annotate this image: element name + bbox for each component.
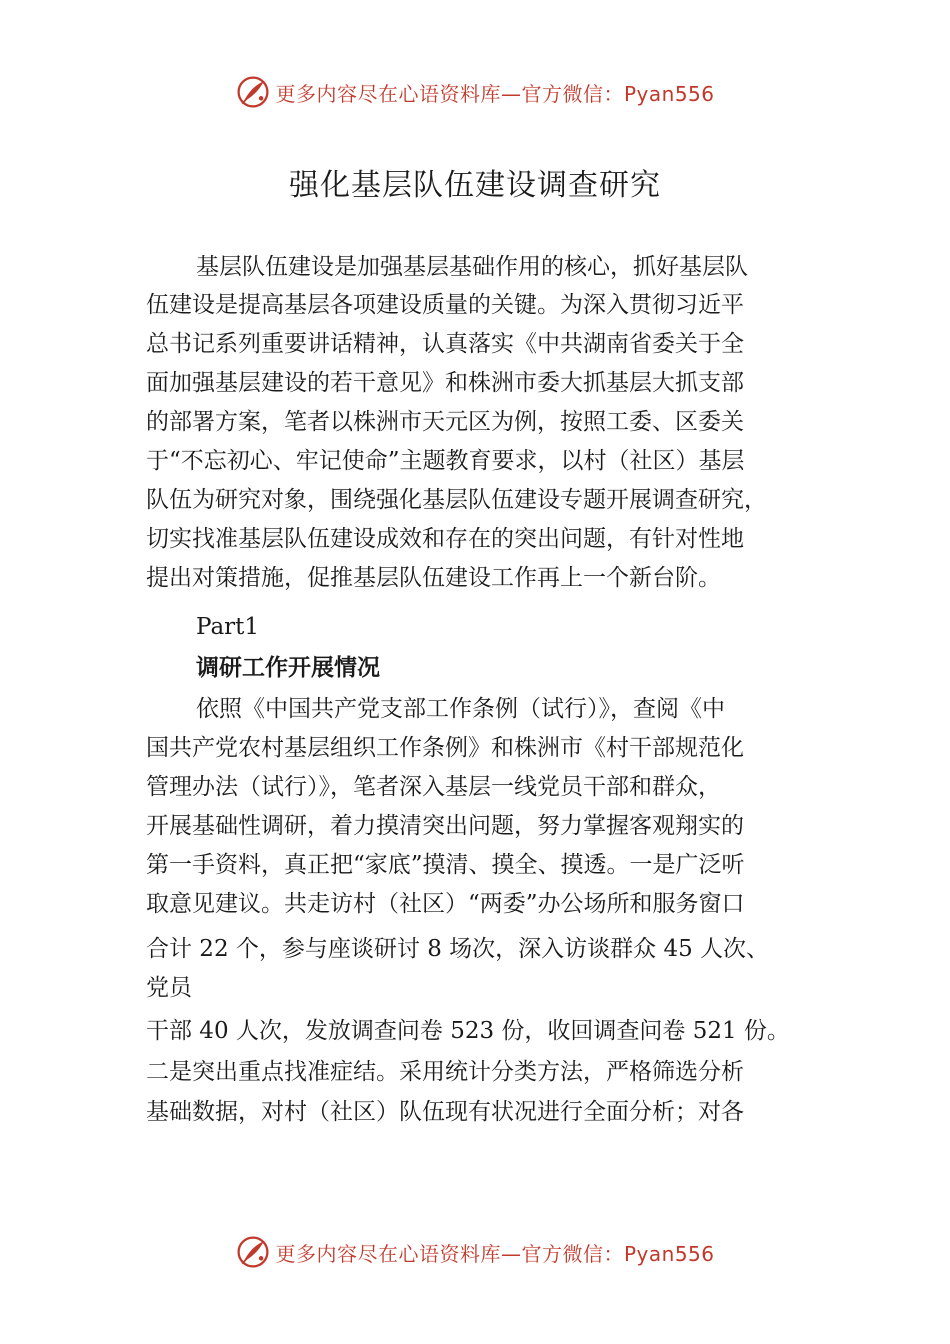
paragraph-line: 面加强基层建设的若干意见》和株洲市委大抓基层大抓支部 (146, 370, 744, 396)
paragraph-line: 取意见建议。共走访村（社区）“两委”办公场所和服务窗口 (146, 891, 745, 917)
header-banner (0, 72, 950, 112)
paragraph-line: 合计 22 个，参与座谈研讨 8 场次，深入访谈群众 45 人次、 (146, 936, 770, 962)
pen-feather-logo-icon (235, 74, 271, 110)
paragraph-line: 基层队伍建设是加强基层基础作用的核心，抓好基层队 (196, 254, 748, 280)
paragraph-line: 国共产党农村基层组织工作条例》和株洲市《村干部规范化 (146, 735, 744, 761)
paragraph-line: 总书记系列重要讲话精神，认真落实《中共湖南省委关于全 (146, 331, 744, 357)
part-label: Part1 (196, 614, 260, 640)
paragraph-line: 基础数据，对村（社区）队伍现有状况进行全面分析；对各 (146, 1099, 744, 1125)
paragraph-line: 切实找准基层队伍建设成效和存在的突出问题，有针对性地 (146, 526, 744, 552)
footer-wechat-id: Pyan556 (623, 1241, 715, 1266)
paragraph-line: 依照《中国共产党支部工作条例（试行）》，查阅《中 (196, 696, 725, 722)
paragraph-line: 的部署方案，笔者以株洲市天元区为例，按照工委、区委关 (146, 409, 744, 435)
paragraph-line: 队伍为研究对象，围绕强化基层队伍建设专题开展调查研究， (146, 487, 767, 513)
footer-banner-text: 更多内容尽在心语资料库—官方微信：Pyan556 (275, 1241, 715, 1266)
paragraph-line: 二是突出重点找准症结。采用统计分类方法，严格筛选分析 (146, 1059, 744, 1085)
paragraph-line: 开展基础性调研，着力摸清突出问题，努力掌握客观翔实的 (146, 813, 744, 839)
paragraph-line: 伍建设是提高基层各项建设质量的关键。为深入贯彻习近平 (146, 292, 744, 318)
paragraph-line: 于“不忘初心、牢记使命”主题教育要求，以村（社区）基层 (146, 448, 745, 474)
paragraph-line: 管理办法（试行）》，笔者深入基层一线党员干部和群众， (146, 774, 721, 800)
header-banner-text: 更多内容尽在心语资料库—官方微信：Pyan556 (275, 81, 715, 106)
paragraph-line: 提出对策措施，促推基层队伍建设工作再上一个新台阶。 (146, 565, 721, 591)
pen-feather-logo-icon (235, 1234, 271, 1270)
document-title: 强化基层队伍建设调查研究 (289, 168, 661, 203)
section-heading: 调研工作开展情况 (196, 654, 380, 681)
paragraph-line: 第一手资料，真正把“家底”摸清、摸全、摸透。一是广泛听 (146, 852, 745, 878)
paragraph-line: 干部 40 人次，发放调查问卷 523 份，收回调查问卷 521 份。 (146, 1018, 790, 1044)
paragraph-line: 党员 (146, 975, 192, 1001)
header-wechat-id: Pyan556 (623, 81, 715, 106)
footer-banner (0, 1232, 950, 1272)
